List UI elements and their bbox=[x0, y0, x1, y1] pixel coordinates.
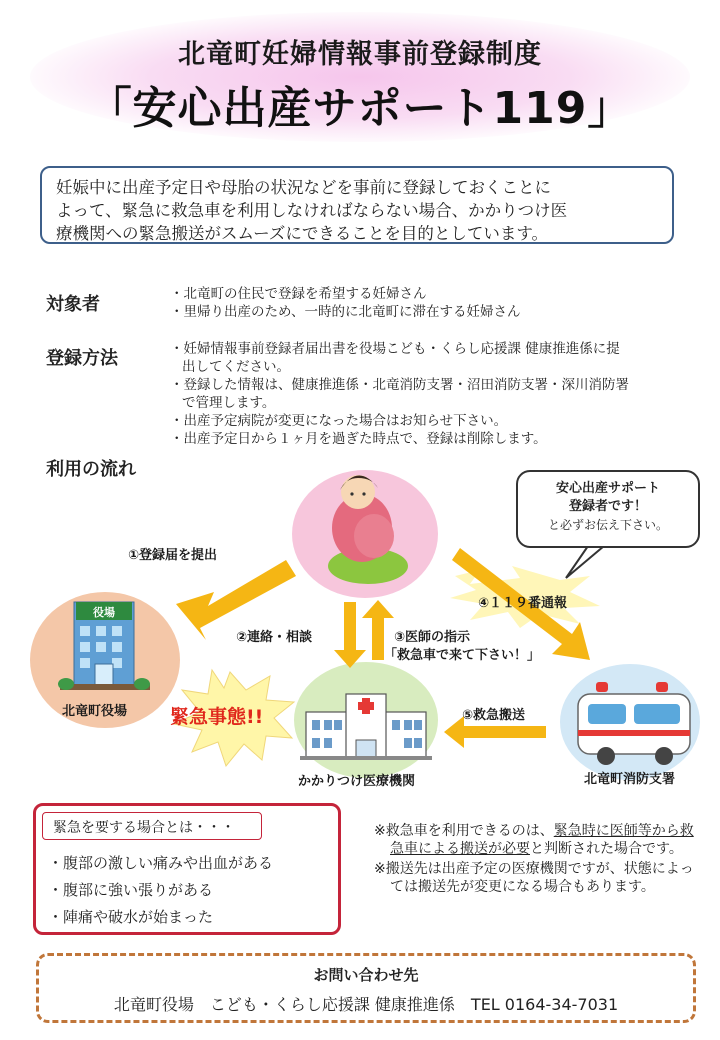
intro-line: よって、緊急に救急車を利用しなければならない場合、かかりつけ医 bbox=[56, 201, 568, 220]
notes bbox=[374, 822, 694, 898]
intro-line: 妊娠中に出産予定日や母胎の状況などを事前に登録しておくことに bbox=[56, 178, 551, 197]
list-item: ・里帰り出産のため、一時的に北竜町に滞在する妊婦さん bbox=[170, 304, 521, 320]
list-item: ・登録した情報は、健康推進係・北竜消防支署・沼田消防支署・深川消防署で管理します。 bbox=[170, 377, 629, 411]
list-item: ・出産予定病院が変更になった場合はお知らせ下さい。 bbox=[170, 413, 508, 429]
list-item: ・腹部に強い張りがある bbox=[48, 881, 214, 899]
note-underlined: 緊急時に医師等から救急車による搬送が必要 bbox=[390, 823, 694, 857]
registration-label: 登録方法 bbox=[46, 348, 118, 369]
town-hall-label: 北竜町役場 bbox=[62, 704, 128, 719]
urgent-heading: 緊急を要する場合とは・・・ bbox=[42, 812, 262, 840]
note-text: と判断された場合です。 bbox=[530, 841, 683, 857]
list-item: ・陣痛や破水が始まった bbox=[48, 908, 214, 926]
arrow-contact bbox=[334, 602, 366, 668]
list-item: ・出産予定日から１ヶ月を過ぎた時点で、登録は削除します。 bbox=[170, 431, 547, 447]
note-ambulance bbox=[374, 822, 694, 858]
step-contact-label: ②連絡・相談 bbox=[236, 630, 313, 645]
intro-line: 療機関への緊急搬送がスムーズにできることを目的としています。 bbox=[56, 224, 549, 243]
speech-line: 安心出産サポート bbox=[555, 481, 660, 496]
clinic-building-icon bbox=[300, 694, 432, 760]
step-instruction-label: ③医師の指示 bbox=[394, 630, 471, 645]
page-subtitle: 北竜町妊婦情報事前登録制度 bbox=[178, 39, 542, 70]
pregnant-woman-icon bbox=[328, 475, 408, 584]
emergency-label: 緊急事態!! bbox=[170, 706, 264, 728]
note-destination: ※搬送先は出産予定の医療機関ですが、状態によっては搬送先が変更になる場合もあります。 bbox=[374, 861, 694, 895]
flow-title: 利用の流れ bbox=[46, 459, 136, 480]
speech-tail bbox=[566, 546, 604, 578]
speech-line: と必ずお伝え下さい。 bbox=[547, 518, 668, 532]
list-item: ・北竜町の住民で登録を希望する妊婦さん bbox=[170, 286, 427, 302]
ambulance-icon bbox=[578, 682, 690, 765]
urgent-box bbox=[33, 803, 341, 935]
page-title: 「安心出産サポート119」 bbox=[87, 83, 633, 134]
contact-title: お問い合わせ先 bbox=[313, 966, 419, 984]
contact-box bbox=[36, 953, 696, 1023]
urgent-list bbox=[48, 850, 273, 931]
step-transport-label: ⑤救急搬送 bbox=[462, 708, 526, 723]
step-instruction-quote: 「救急車で来て下さい！」 bbox=[384, 648, 541, 663]
note-text: ※救急車を利用できるのは、 bbox=[374, 823, 554, 839]
step-register-label: ①登録届を提出 bbox=[128, 548, 218, 563]
fire-station-label: 北竜町消防支署 bbox=[584, 772, 676, 787]
step-call-label: ④１１９番通報 bbox=[478, 596, 568, 611]
target-label: 対象者 bbox=[46, 294, 100, 315]
speech-line: 登録者です！ bbox=[568, 499, 647, 514]
contact-line: 北竜町役場 こども・くらし応援課 健康推進係 TEL 0164-34-7031 bbox=[113, 995, 619, 1014]
list-item: ・妊婦情報事前登録者届出書を役場こども・くらし応援課 健康推進係に提出してください。 bbox=[170, 341, 620, 375]
clinic-label: かかりつけ医療機関 bbox=[298, 774, 416, 789]
list-item: ・腹部の激しい痛みや出血がある bbox=[48, 854, 274, 872]
town-hall-sign: 役場 bbox=[93, 606, 115, 619]
speech-bubble bbox=[516, 470, 700, 548]
